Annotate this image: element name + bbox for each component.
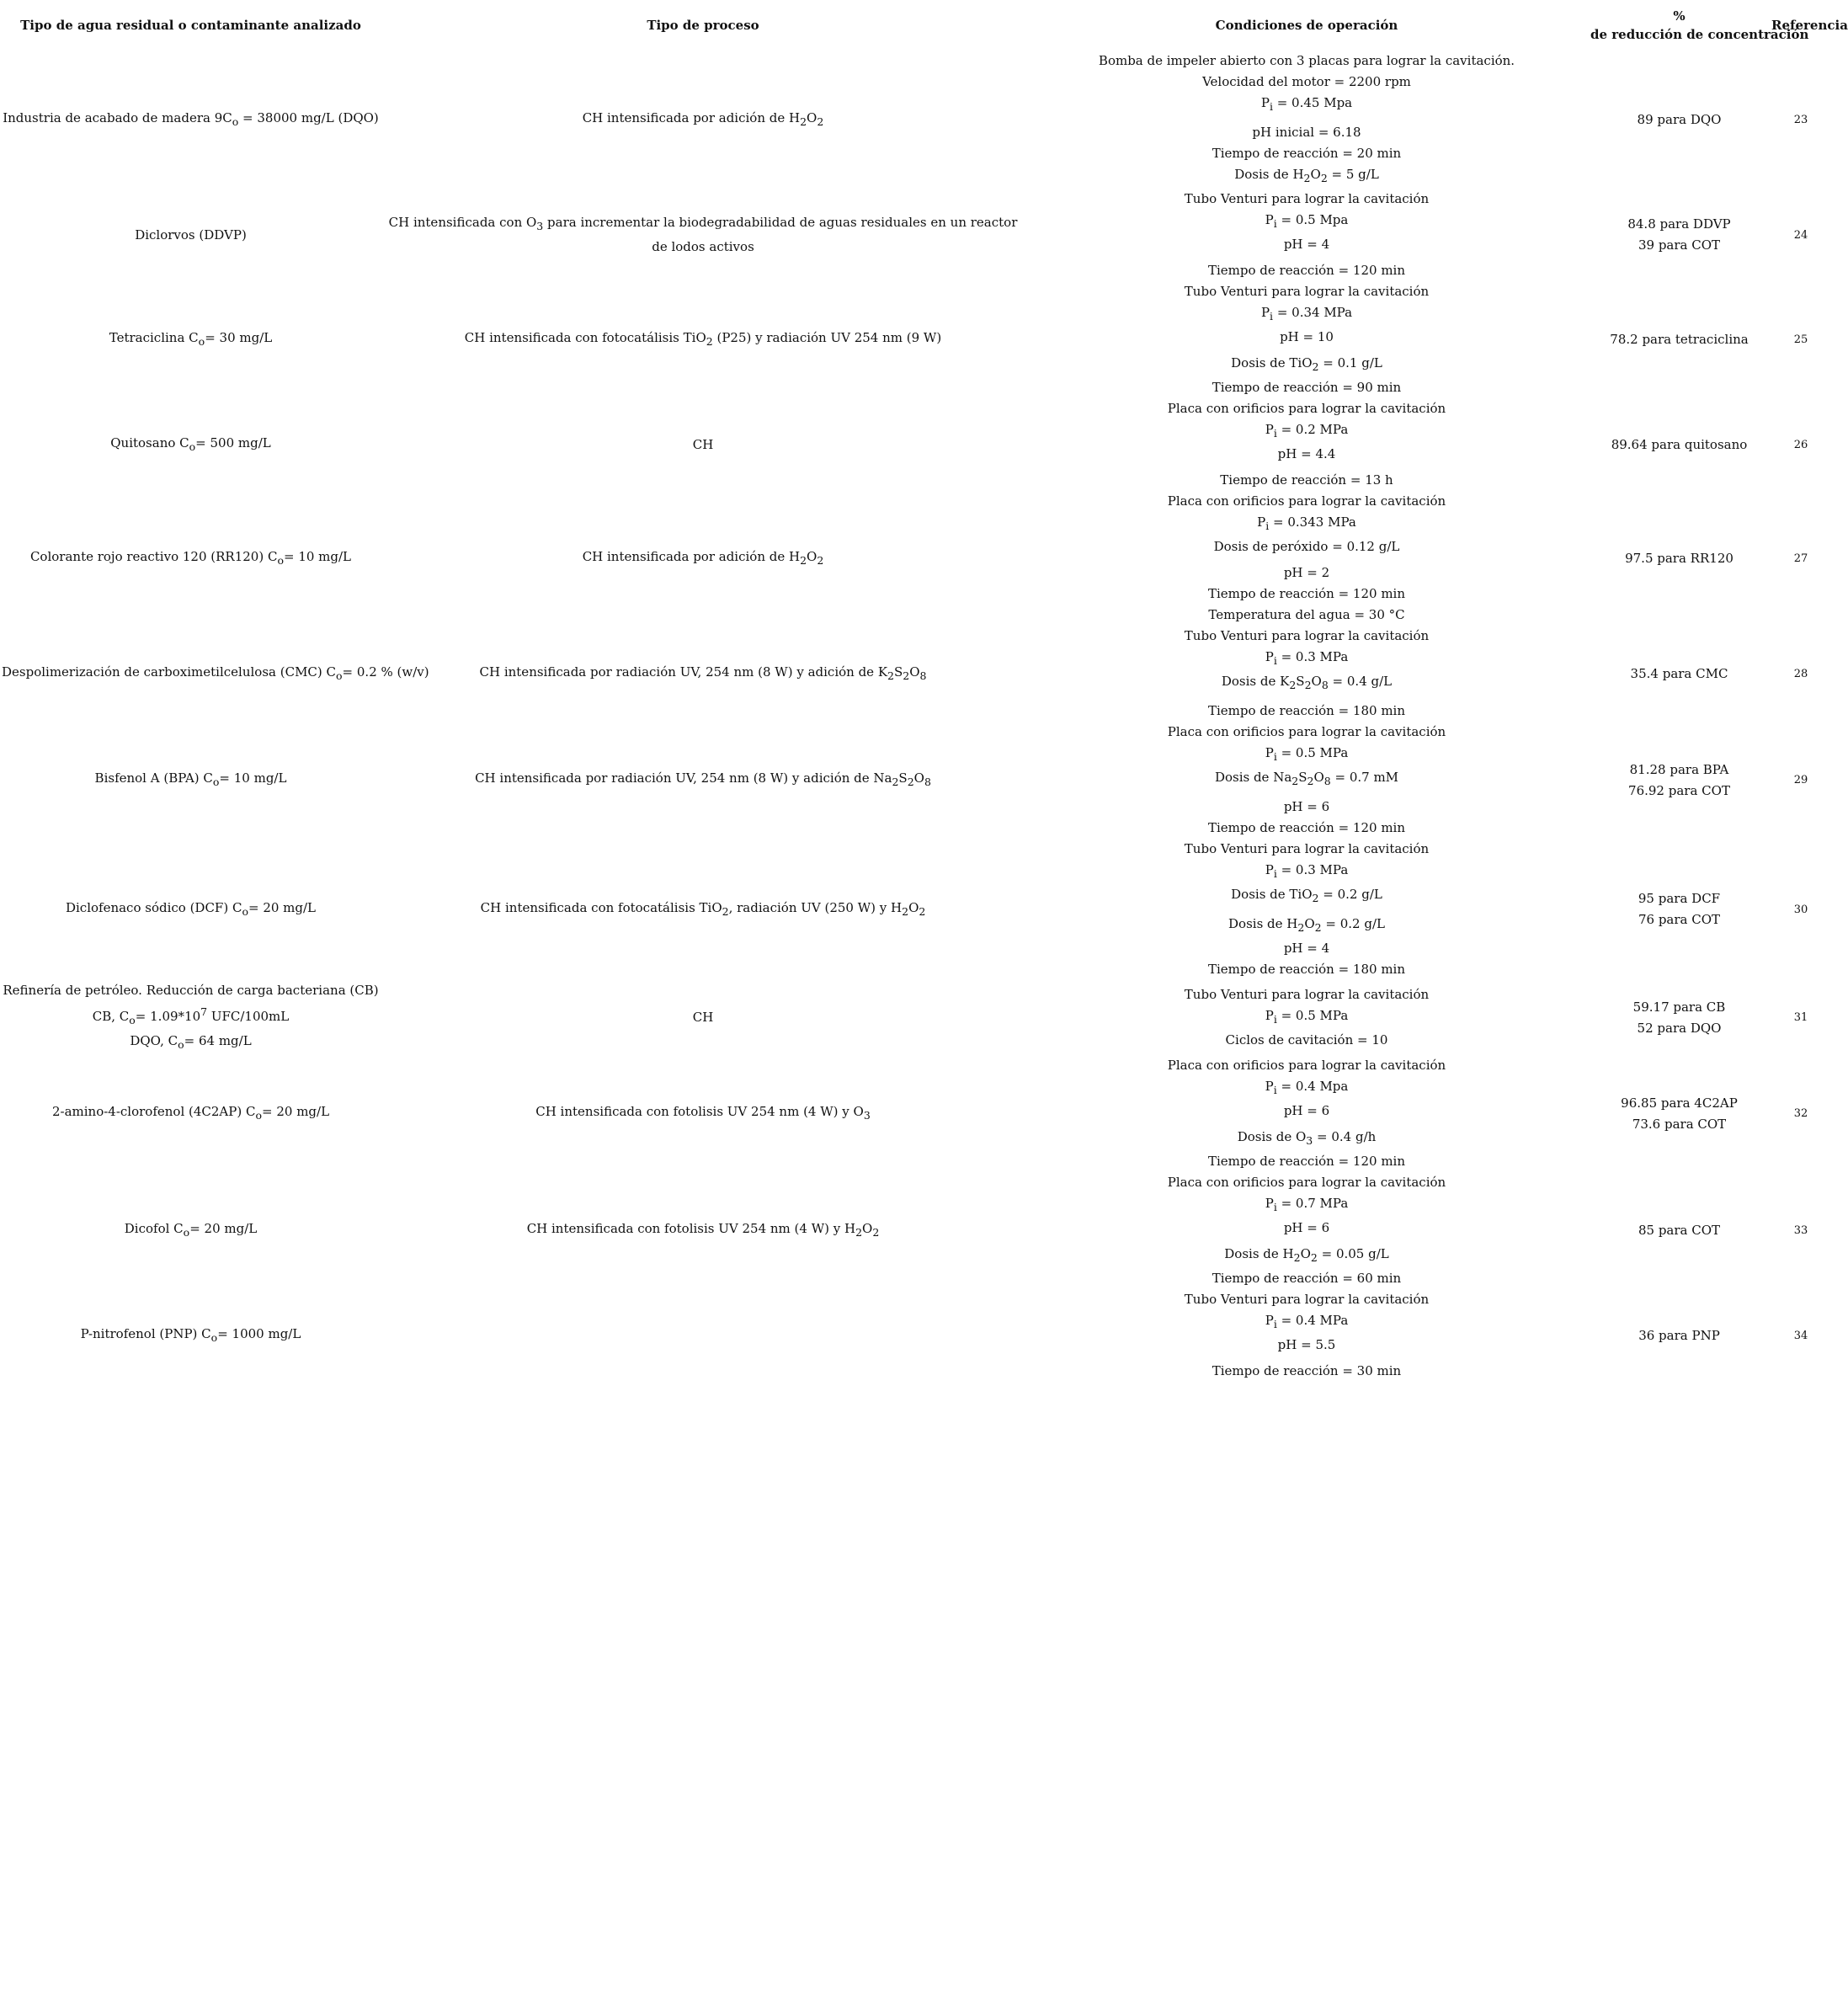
table-row [0,491,1832,626]
cell-reduccion-line: 95 para DCF [1638,891,1721,906]
cell-reduccion-line: 89.64 para quitosano [1611,436,1748,452]
cell-reduccion-line: 35.4 para CMC [1630,665,1728,681]
cell-condiciones-line: Tubo Venturi para lograr la cavitación [1184,1292,1430,1307]
cell-condiciones-line: Tubo Venturi para lograr la cavitación [1184,191,1430,206]
cell-condiciones-line: Tiempo de reacción = 180 min [1207,962,1406,977]
cell-condiciones-line: Dosis de $O_3 = 0.4$ g/h [1237,1129,1377,1147]
cell-reduccion-line: 89 para DQO [1637,111,1722,127]
table-row [0,626,1832,722]
cell-referencia: 32 [1793,1107,1808,1120]
cell-condiciones-line: Tiempo de reacción = 13 h [1220,472,1393,488]
cell-condiciones-line: Tiempo de reacción = 120 min [1207,1154,1406,1169]
cell-condiciones-line: Tubo Venturi para lograr la cavitación [1184,841,1430,856]
cell-tipo [0,1289,381,1382]
cell-condiciones-line: $P_i = 0.2$ MPa [1265,422,1349,440]
cell-condiciones-line: Ciclos de cavitación = 10 [1225,1032,1388,1047]
cell-proceso: CH intensificada por radiación UV, 254 nm (8 W) y adición de $Na_2S_2O_8$ [475,770,931,788]
cell-reduccion [1589,189,1770,281]
cell-condiciones-line: $P_i = 0.5$ MPa [1265,1008,1349,1026]
table-row [0,1289,1832,1382]
cell-condiciones-line: Tubo Venturi para lograr la cavitación [1184,628,1430,643]
cell-tipo [0,51,381,189]
header-tipo-agua: Tipo de agua residual o contaminante analizado [20,18,361,33]
cell-reduccion-line: 84.8 para DDVP [1627,216,1731,232]
cell-referencia: 34 [1793,1329,1808,1342]
cell-condiciones-line: pH = 4 [1283,237,1330,252]
cell-condiciones-line: $P_i = 0.3$ MPa [1265,862,1349,880]
cell-condiciones-line: Placa con orificios para lograr la cavitación [1167,1058,1446,1073]
cell-condiciones [1025,626,1589,722]
cell-proceso: CH intensificada con fotocatálisis TiO$_2$ (P25) y radiación UV 254 nm (9 W) [464,330,942,348]
cell-proceso: CH intensificada con fotolisis UV 254 nm (4 W) y $O_3$ [535,1104,871,1122]
cell-tipo-line: Bisfenol A (BPA) $C_o= 10$ mg/L [94,770,287,788]
cell-reduccion-line: 85 para COT [1638,1223,1721,1238]
cell-condiciones-line: pH = 6 [1283,1220,1330,1235]
table-row [0,189,1832,281]
cell-reduccion-line: 59.17 para CB [1632,999,1726,1015]
cell-tipo-line: Diclorvos (DDVP) [135,227,247,243]
cell-reduccion-line: 76 para COT [1638,912,1721,927]
cell-tipo-line: Despolimerización de carboximetilcelulosa (CMC) $C_o= 0.2$ % (w/v) [2,664,429,682]
table-row [0,839,1832,980]
cell-tipo-line: Dicofol $C_o= 20$ mg/L [124,1221,258,1239]
cell-tipo-line: Colorante rojo reactivo 120 (RR120) $C_o= 10$ mg/L [29,548,352,567]
table-row [0,398,1832,491]
cell-tipo [0,398,381,491]
cell-condiciones [1025,491,1589,626]
cell-condiciones-line: Tiempo de reacción = 20 min [1212,146,1402,161]
cell-condiciones-line: Dosis de $H_2O_2 = 5$ g/L [1234,167,1379,184]
cell-condiciones-line: pH inicial = 6.18 [1252,125,1361,140]
cell-condiciones-line: Tubo Venturi para lograr la cavitación [1184,284,1430,299]
cell-condiciones-line: $P_i = 0.4$ MPa [1265,1313,1349,1330]
cell-reduccion [1589,626,1770,722]
cell-reduccion-line: 73.6 para COT [1632,1116,1727,1132]
cell-condiciones [1025,281,1589,398]
cell-tipo-line: Quitosano $C_o= 500$ mg/L [110,434,271,453]
table-row [0,51,1832,189]
cell-condiciones-line: Tiempo de reacción = 60 min [1212,1271,1402,1286]
cell-condiciones-line: Placa con orificios para lograr la cavitación [1167,724,1446,739]
cell-reduccion-line: 52 para DQO [1637,1020,1722,1036]
header-condiciones: Condiciones de operación [1215,18,1398,33]
cell-condiciones-line: Placa con orificios para lograr la cavitación [1167,401,1446,416]
cell-tipo [0,980,381,1055]
cell-condiciones-line: $P_i = 0.3$ MPa [1265,649,1349,667]
table-header-row [0,0,1832,51]
cell-reduccion [1589,1289,1770,1382]
header-tipo-proceso: Tipo de proceso [647,18,759,33]
cell-condiciones-line: pH = 5.5 [1277,1337,1336,1352]
cell-referencia: 28 [1793,667,1808,680]
cell-reduccion-line: 78.2 para tetraciclina [1610,332,1749,347]
cell-condiciones [1025,51,1589,189]
cell-tipo-line: Refinería de petróleo. Reducción de carga bacteriana (CB) [3,983,379,998]
cell-tipo-line: 2-amino-4-clorofenol (4C2AP) $C_o= 20$ mg/L [51,1104,330,1122]
cell-referencia: 26 [1793,438,1808,451]
cell-tipo [0,281,381,398]
cell-reduccion-line: 96.85 para 4C2AP [1621,1095,1738,1111]
cell-tipo [0,839,381,980]
cell-proceso: CH intensificada por adición de $H_2O_2$ [582,548,824,567]
cell-condiciones-line: $P_i = 0.7$ MPa [1265,1196,1349,1213]
cell-reduccion-line: 36 para PNP [1638,1327,1720,1343]
cell-condiciones-line: Tubo Venturi para lograr la cavitación [1184,987,1430,1002]
cell-condiciones-line: Bomba de impeler abierto con 3 placas para lograr la cavitación. [1098,53,1515,68]
cell-condiciones [1025,980,1589,1055]
table-row [0,281,1832,398]
cell-condiciones-line: Placa con orificios para lograr la cavitación [1167,493,1446,509]
cell-condiciones-line: Tiempo de reacción = 30 min [1212,1363,1402,1378]
cell-proceso: CH intensificada por adición de $H_2O_2$ [582,109,824,128]
cell-tipo-line: Diclofenaco sódico (DCF) $C_o= 20$ mg/L [65,899,317,918]
cell-referencia: 30 [1793,903,1808,916]
cell-reduccion [1589,1172,1770,1289]
cell-condiciones-line: Placa con orificios para lograr la cavitación [1167,1175,1446,1190]
cell-tipo-line: Industria de acabado de madera $9C_o = 38000$ mg/L (DQO) [3,109,379,128]
cell-condiciones-line: pH = 4 [1283,941,1330,956]
cell-referencia: 27 [1793,552,1808,565]
cell-referencia: 33 [1793,1224,1808,1237]
cell-proceso: CH intensificada con $O_3$ para incrementar la biodegradabilidad de aguas residuales en un reactor de lodos activos [388,215,1018,254]
cell-condiciones-line: $P_i = 0.343$ MPa [1257,514,1356,532]
cell-referencia: 25 [1793,333,1808,346]
cell-condiciones [1025,189,1589,281]
cell-condiciones-line: Dosis de peróxido = 0.12 g/L [1213,539,1400,554]
cell-reduccion-line: 97.5 para RR120 [1625,550,1733,566]
cell-reduccion [1589,51,1770,189]
cell-condiciones-line: $P_i = 0.4$ Mpa [1265,1079,1349,1096]
cell-proceso: CH [692,436,714,452]
cell-condiciones [1025,1172,1589,1289]
header-reduccion-symbol: % [1673,8,1686,24]
cell-proceso: CH intensificada con fotolisis UV 254 nm (4 W) y $H_2O_2$ [526,1221,880,1239]
cell-tipo [0,1172,381,1289]
cell-referencia: 31 [1793,1011,1808,1024]
cell-proceso: CH intensificada por radiación UV, 254 nm (8 W) y adición de $K_2S_2O_8$ [479,664,927,682]
cell-condiciones-line: Tiempo de reacción = 120 min [1207,820,1406,835]
cell-tipo-line: DQO, $C_o= 64$ mg/L [130,1033,252,1051]
cell-condiciones-line: pH = 6 [1283,799,1330,814]
cell-reduccion-line: 39 para COT [1638,237,1721,253]
cell-reduccion [1589,398,1770,491]
cell-referencia: 29 [1793,774,1808,786]
cell-tipo [0,722,381,839]
cell-condiciones-line: pH = 10 [1280,329,1334,344]
cell-condiciones [1025,1289,1589,1382]
cell-condiciones [1025,722,1589,839]
cell-reduccion [1589,839,1770,980]
cell-condiciones-line: Velocidad del motor = 2200 rpm [1202,74,1411,89]
table-row [0,722,1832,839]
cell-condiciones-line: Temperatura del agua = 30 °C [1208,607,1405,622]
cell-condiciones-line: Dosis de $H_2O_2 = 0.05$ g/L [1224,1246,1389,1264]
cell-proceso: CH intensificada con fotocatálisis TiO$_2$, radiación UV (250 W) y $H_2O_2$ [480,899,926,918]
header-referencia: Referencia [1771,18,1848,33]
cell-proceso: CH [692,1010,714,1025]
cell-reduccion [1589,980,1770,1055]
table-body [0,51,1832,1382]
cell-condiciones-line: pH = 2 [1283,565,1330,580]
cell-reduccion-line: 81.28 para BPA [1629,761,1729,777]
table-row [0,1172,1832,1289]
cell-condiciones-line: Tiempo de reacción = 120 min [1207,263,1406,278]
cell-tipo [0,1055,381,1172]
cell-tipo-line: CB, $C_o= 1.09*10^7$ UFC/100mL [92,1005,290,1026]
cell-condiciones-line: Dosis de TiO$_2$ = 0.1 g/L [1231,355,1382,373]
table-row [0,1055,1832,1172]
cell-tipo-line: P-nitrofenol (PNP) $C_o= 1000$ mg/L [80,1325,301,1344]
cell-tipo [0,189,381,281]
table-row [0,980,1832,1055]
cell-condiciones-line: Dosis de $K_2S_2O_8 = 0.4$ g/L [1221,674,1393,691]
cell-condiciones-line: pH = 4.4 [1277,446,1336,461]
cell-condiciones-line: Dosis de $Na_2S_2O_8 = 0.7$ mM [1214,770,1399,787]
cell-condiciones-line: $P_i = 0.45$ Mpa [1260,95,1353,113]
cell-condiciones-line: pH = 6 [1283,1103,1330,1118]
cell-condiciones [1025,398,1589,491]
cell-condiciones-line: Tiempo de reacción = 180 min [1207,703,1406,718]
cell-tipo-line: Tetraciclina $C_o= 30$ mg/L [109,330,273,348]
cell-reduccion [1589,722,1770,839]
cell-condiciones [1025,1055,1589,1172]
cell-condiciones-line: Dosis de TiO$_2$ = 0.2 g/L [1231,887,1382,904]
cell-condiciones-line: Tiempo de reacción = 90 min [1212,380,1402,395]
cell-reduccion [1589,1055,1770,1172]
cell-tipo [0,491,381,626]
cell-proceso [381,1289,1025,1382]
cell-condiciones-line: Dosis de $H_2O_2 = 0.2$ g/L [1228,916,1385,934]
cell-condiciones-line: Tiempo de reacción = 120 min [1207,586,1406,601]
cell-condiciones-line: $P_i = 0.5$ Mpa [1265,212,1349,230]
cell-referencia: 24 [1793,228,1808,242]
cell-condiciones-line: $P_i = 0.5$ MPa [1265,745,1349,763]
cell-tipo [0,626,429,722]
header-reduccion [1589,0,1809,51]
cell-reduccion-line: 76.92 para COT [1628,782,1730,798]
cell-referencia: 23 [1793,113,1808,126]
cell-condiciones [1025,839,1589,980]
cell-reduccion [1589,281,1770,398]
cell-condiciones-line: $P_i = 0.34$ MPa [1260,305,1353,323]
cell-reduccion [1589,491,1770,626]
header-reduccion-label: de reducción de concentración [1590,27,1809,42]
